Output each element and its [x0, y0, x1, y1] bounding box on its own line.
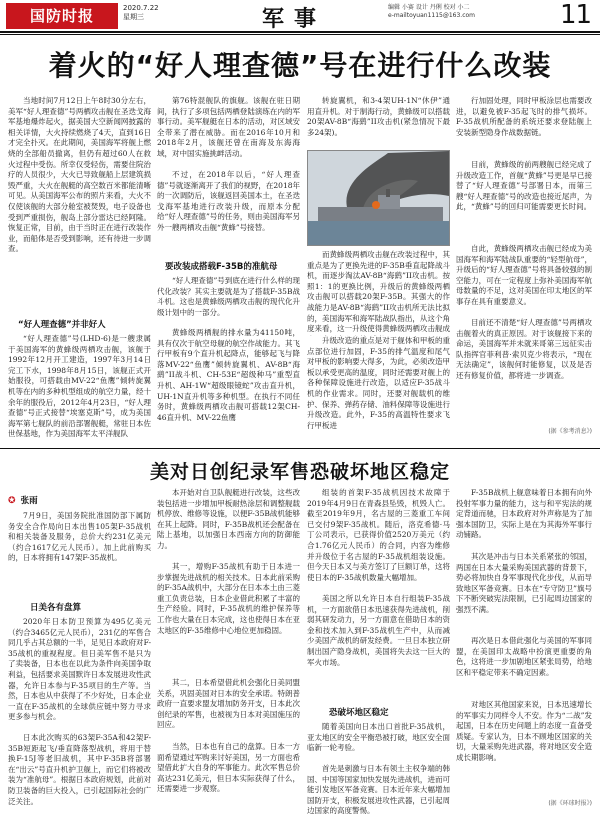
article2-col4-para4: 对地区其他国家来说，日本迅速增长的军事实力同样令人不安。作为“二战”发起国，日本在历史问题上的态度一直备受质疑。专家认为，日本不顾地区国家的关切，大量采购先进武器，将对地区安全造成长期影响。 [456, 700, 592, 762]
article1-headline: 着火的“好人理查德”号在进行什么改装 [48, 49, 552, 82]
article1-subhead1: “好人理查德”并非好人 [18, 320, 106, 330]
article2-col2-para1: 本开始对自卫队舰艇进行改装，这些改装包括进一步增加甲板耐热涂层和调整舰载机停放、维修等设施，以便F-35B战机能够在其上起降。同时，F-35B战机还会配备在陆上基地，以加强日本西南方向的防御能力。 [157, 488, 300, 550]
article1-col3-para1: 转旋翼机，和3-4架UH-1N“休伊”通用直升机。对于制海行动，黄蜂级可以搭载20架AV-8B“海鹞”II攻击机(紧急情况下最多24架)。 [307, 96, 450, 137]
article2-col4 [456, 488, 592, 824]
article2-col3 [307, 488, 450, 824]
page-number: 11 [560, 0, 592, 30]
article2-col2-para2: 其一，增购F-35战机有助于日本进一步掌握先进战机的相关技术。日本此前采购的F-35A战机中，大部分在日本本土由三菱重工负责总装，日本企业借此积累了丰富的生产经验。同时，F-35战机的维护保养等工作也大量在日本完成，这也使得日本在亚太地区的F-35维修中心地位更加稳固。 [157, 562, 300, 635]
article1-col1 [8, 96, 151, 446]
article2-col2-para4: 当然，日本也有自己的盘算。日本一方面希望通过军购来讨好美国，另一方面也希望借此扩大自身的军事能力。此次军售总价高达231亿美元，但日本实际获得了什么，还需要进一步观察。 [157, 742, 300, 794]
star-icon: ✪ [8, 496, 16, 506]
editor-credits [388, 4, 556, 20]
credits-text: 编辑 小赛 设计 丹俐 校对 小二 [388, 4, 470, 11]
issue-date [123, 4, 159, 22]
article2-col4-para2: 其次是冲击与日本关系紧张的邻国，两国在日本大量采购美国武器的背景下，势必将加快自身军事现代化步伐，从而导致地区军备竞赛。日本在“专守防卫”旗号下不断突破宪法限制，已引起周边国家的强烈不满。 [456, 552, 592, 614]
article2-col1-para3: 日本此次购买的63架F-35A和42架F-35B短距起飞/垂直降落型战机，将用于替换F-15J等老旧战机，其中F-35B将部署在“出云”号直升机护卫舰上，而它们将被改装为“准航母”。根据日本政府规划，此前对防卫装备的巨大投入，已引起国际社会的广泛关注。 [8, 733, 151, 806]
article1-col4 [456, 96, 592, 446]
article1-col2-para1: 第76特混舰队的旗舰。该舰在驻日期间，执行了多项包括两栖登陆演练在内的军事行动。美军舰艇在日本的活动，对区域安全带来了潜在威胁。而在2016年10月和2018年2月，该舰还曾在南海及东海海域，对中国实施挑衅活动。 [157, 96, 300, 158]
article1-col4-para1: 行加固处理，同时甲板涂层也需要改进，以避免被F-35起飞时的排气损坏。F-35战机所配备的系统还要求登陆舰上安装新型隐身作战数据链。 [456, 96, 592, 137]
burning-ship-illustration [308, 151, 449, 245]
article1-col3-para3: 升级改造的重点是对于舰体和甲板的重点部位进行加固，F-35的排气温度和尾气对甲板的影响要大得多，为此，必须改造甲板以承受更高的温度，同时还需要对舰上的各种保障设施进行改造，以适应F-35战斗机的作业需求。同时，还要对舰载机的维护、保养、弹药存储、油料保障等设施进行升级改造。此外，F-35的高温特性要求飞行甲板进 [307, 336, 450, 430]
article1-col2-para2: 不过，在2018年以后，“好人理查德”号就逐渐离开了我们的视野，在2018年的一次调防后，该舰返回美国本土，在圣迭戈海军基地进行改装升级，而原本分配给“好人理查德”号的任务，则由美国海军另外一艘两栖攻击舰“黄蜂”号接替。 [157, 170, 300, 232]
article2-col3-para3: 随着美国向日本出口首批F-35战机，亚太地区的安全平衡恐被打破，地区安全面临新一轮考验。 [307, 722, 450, 753]
article2-subhead1: 日美各有盘算 [30, 603, 82, 613]
article1-col1-para1: 当地时间7月12日上午8时30分左右，美军“好人理查德”号两栖攻击舰在圣迭戈海军基地爆炸起火，据美国大空新闻网披露的相关详情，大火持续燃烧了4天，直到16日才完全扑灭。在此期间，美国海军将舰上燃烧的全部船员撤离，但仍有超过60人在救火过程中受伤。所幸仅受轻伤，需要住院治疗的人员很少，大火已导致舰船上层建筑损毁严重，大火在舰艇的高空数百米都能清晰可见。从美国海军公布的照片来看，大火不仅使该舰的大部分舱室被焚毁，电子设备也受到严重损伤，舰岛上部分雷达已经阿隆。恢复正常，目前，由于当时正在进行改装作业，而船体是否受到影响，还有待进一步调查。 [8, 96, 151, 254]
article2-byline [8, 488, 151, 507]
article1-col4-para3: 自此，黄蜂级两栖攻击舰已经成为美国海军和海军陆战队重要的“轻型航母”，升级后的“好人理查德”号将具备较强的制空能力，可在一定程度上弥补美国海军航母数量的不足，这对美国在印太地区的军事存在具有重要意义。 [456, 244, 592, 306]
article1-subhead2: 要改装成搭载F-35B的准航母 [165, 262, 278, 272]
article2-col1-para1: 7月9日，美国务院批准国防部下属防务安全合作局向日本出售105架F-35战机和相关装备及服务，总价大约231亿美元（约合1617亿元人民币）。加上此前购买的，日本将拥有147架F-35战机。 [8, 511, 151, 563]
weekday-text: 星期三 [123, 13, 144, 21]
article2-author: 张雨 [20, 496, 38, 506]
article2-col1-para2: 2020年日本防卫预算为495亿美元（约合3465亿元人民币），231亿的军售合同几乎占其总额的一半，足见日本政府对F-35战机的重视程度。但日美军售不是只为了卖装备，日本也在以此为条件向美国争取利益，包括要求美国默许日本发展进攻性武器，允许日本参与F-35项目的生产等。当然，日本也从中获得了不少好处，日本企业一直在F-35战机的全球供应链中努力寻求更多参与机会。 [8, 617, 151, 722]
article2-headline: 美对日创纪录军售恐破坏地区稳定 [149, 461, 450, 483]
article2-col2 [157, 488, 300, 824]
article2-source: (据《环球时报》) [548, 800, 592, 807]
newspaper-logo: 国防时报 [6, 3, 118, 29]
article2-col4-para1: F-35B战机上舰意味着日本拥有向外投射军事力量的能力，这与和平宪法的规定背道而驰，日本政府对外声称是为了加强本国防卫，实际上是在为其海外军事行动铺路。 [456, 488, 592, 540]
article-separator [0, 448, 600, 449]
article2-col3-para4: 首先是刺激与日本有领土主权争端的韩国、中国等国家加快发展先进战机，进而可能引发地区军备竞赛。日本近年来大幅增加国防开支，积极发展进攻性武器，已引起周边国家的高度警惕。 [307, 764, 450, 816]
article2-col3-para2: 美国之所以允许日本自行组装F-35战机，一方面欲借日本迅速获得先进战机，削弱其研发动力，另一方面意在借助日本的资金和技术加入到F-35战机生产中，从而减少美国产战机的研发经费。一旦日本独立研制出国产隐身战机，美国将失去这一巨大的军火市场。 [307, 594, 450, 667]
article1-col3 [307, 96, 450, 446]
article1-col2-para3: “好人理查德”号到底在进行什么样的现代化改装？其实主要就是为了搭载F-35B战斗机。这也是黄蜂级两栖攻击舰的现代化升级计划中的一部分。 [157, 276, 300, 317]
article1-col2 [157, 96, 300, 446]
top-rule-thin [0, 34, 600, 35]
article2-subhead2: 恐破坏地区稳定 [329, 708, 389, 718]
article2-col2-para3: 其二，日本希望借此机会强化日美同盟关系，巩固美国对日本的安全承诺。特朗普政府一直要求盟友增加防务开支，日本此次创纪录的军售，也被视为日本对美国施压的回应。 [157, 678, 300, 730]
date-text: 2020.7.22 [123, 4, 159, 12]
article1-col4-para2: 目前，黄蜂级的前两艘舰已经完成了升级改造工作，首舰“黄蜂”号更是早已接替了“好人理查德”号部署日本，而第三艘“好人理查德”号的改造也接近尾声，为此，“黄蜂”号的回归可能需要更长时间。 [456, 160, 592, 212]
article1-col3-para2: 而黄蜂级两栖攻击舰在改装过程中，其重点是为了更换先进的F-35B垂直起降战斗机，而逐步淘汰AV-8B“海鹞”II攻击机。按照1：1的更换比例，升级后的黄蜂级两栖攻击舰可以搭载20架F-35B。其强大的作战能力是AV-8B“海鹞”II攻击机所无法比拟的，美国海军和海军陆战队指出，从这个角度来看，这一升级使得黄蜂级两栖攻击舰成 [307, 250, 450, 334]
article2-col3-para1: 组装的首架F-35战机因技术故障于2019年4月9日在青森县坠毁，机毁人亡。截至2019年9月，名古屋的三菱重工车间已交付9架F-35战机。随后，洛克希德·马丁公司表示，已获得价值2520万美元（约合1.76亿元人民币）的合同，内容为维修并升级位于名古屋的F-35战机组装设施。但今天日本又与美方签订了巨额订单，这将使日本的F-35战机数量大幅增加。 [307, 488, 450, 582]
top-rule [0, 31, 600, 33]
burning-ship-photo [307, 150, 450, 246]
article2-col4-para3: 再次是日本借此强化与美国的军事同盟，在美国印太战略中扮演更重要的角色，这将进一步加剧地区紧张局势，给地区和平稳定带来不确定因素。 [456, 636, 592, 677]
article1-col4-para4: 目前还不清楚“好人理查德”号两栖攻击舰着火的真正原因。对于该舰接下来的命运，美国海军并未就来哥第三远征实击队指挥官菲利普·索贝克少将表示，“现在无法确定”，该舰何时能修复，以及是否还有修复价值，都将进一步调查。 [456, 318, 592, 380]
email-text: e-mailtoyuan1115@163.com [388, 12, 476, 19]
article1-col1-para2: “好人理查德”号(LHD-6)是一艘隶属于美国海军的黄蜂级两栖攻击舰，该舰于1992年12月开工建造，1997年3月14日完工下水，1998年8月15日，该舰正式开始服役，可搭载由MV-22“鱼鹰”倾转旋翼机等在内的多种机型组成的航空力量，经十余年的服役后，2012年4月23日，“好人理查德”号正式接替“埃塞克斯”号，成为美国海军第七舰队的前沿部署舰艇，常驻日本佐世保基地，作为美国海军太平洋舰队 [8, 334, 151, 439]
article2-col1 [8, 488, 151, 824]
article1-source: (据《参考消息》) [548, 428, 592, 435]
article1-col2-para4: 黄蜂级两栖舰的排水量为41150吨，具有仅次于航空母舰的航空作战能力。其飞行甲板有9个直升机起降点，能够起飞与降落MV-22“鱼鹰”倾转旋翼机、AV-8B“海鹞”II战斗机、CH-53E“超级种马”重型直升机、AH-1W“超级眼镜蛇”攻击直升机，UH-1N直升机等多种机型。在执行不同任务时，黄蜂级两栖攻击舰可搭载12架CH-46直升机、MV-22鱼鹰 [157, 328, 300, 422]
section-title: 军事 [262, 6, 327, 32]
